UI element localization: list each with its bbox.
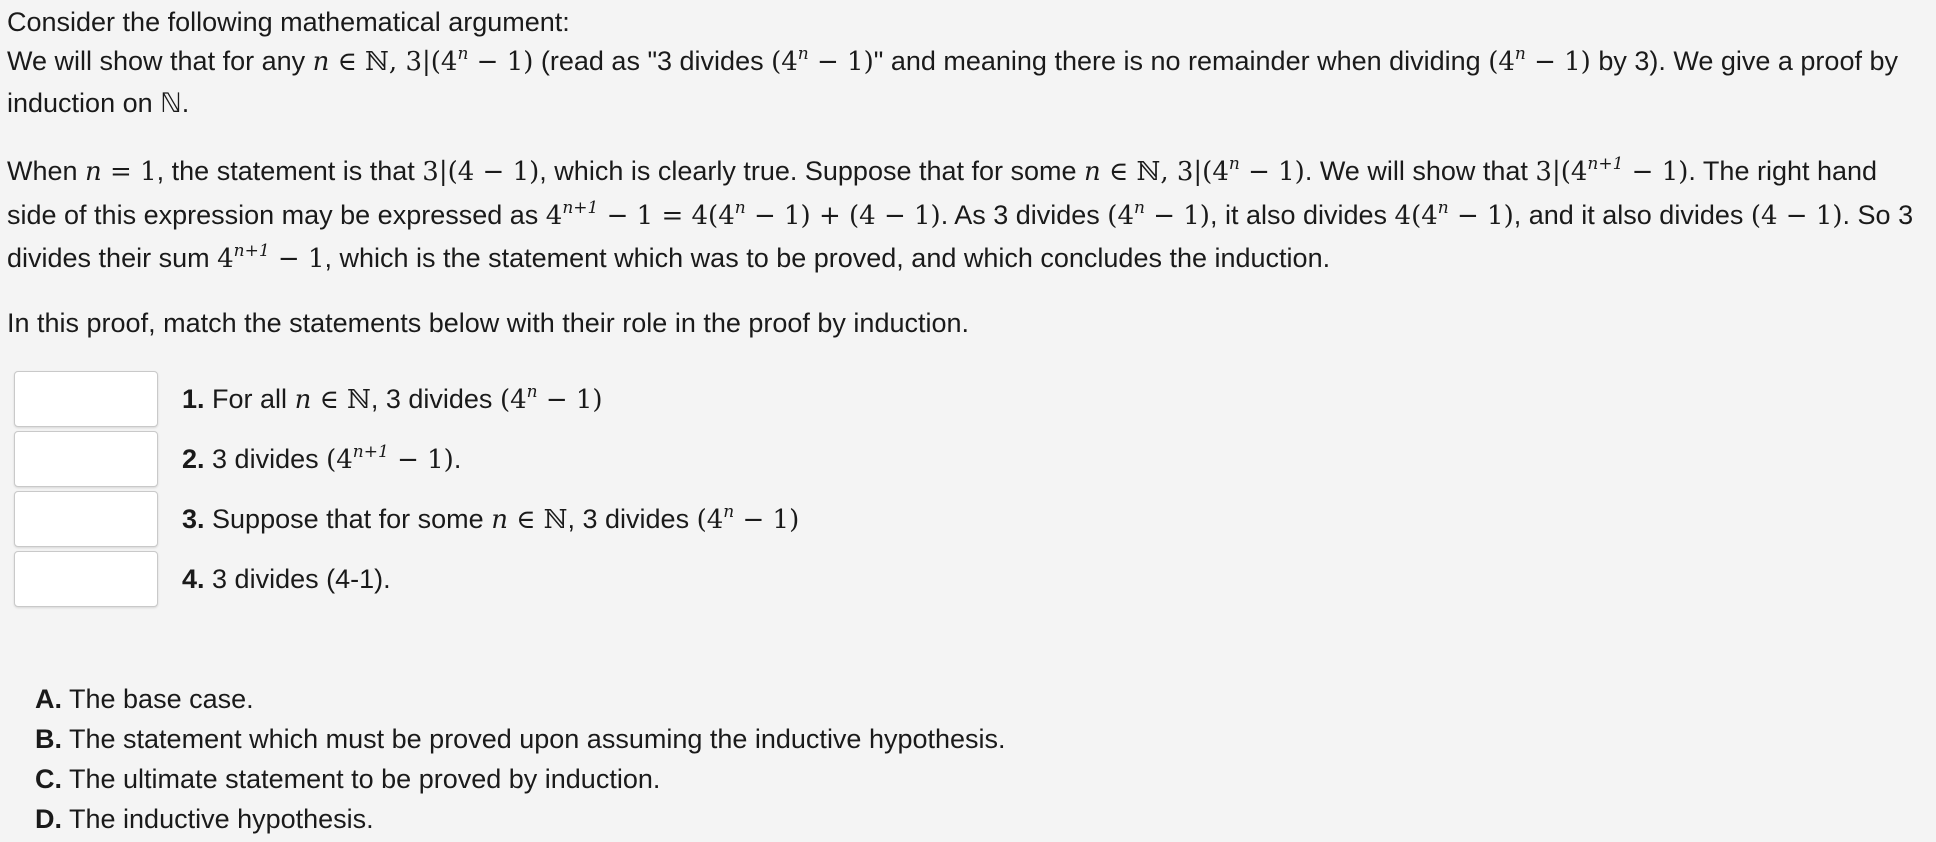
claim-text-4: by 3). We give a proof by induction on ℕ. — [7, 46, 1898, 118]
math-exponent: n — [1228, 154, 1240, 174]
claim-text-2: (read as "3 divides — [533, 46, 772, 76]
proof-text: . So 3 divides their sum — [7, 199, 1914, 273]
math-exponent: n+1 — [352, 442, 389, 462]
math-exponent: n — [1514, 44, 1526, 64]
answer-dropzone-3[interactable] — [14, 491, 158, 547]
statement-text: 3 divides (4-1). — [204, 564, 391, 594]
math-exponent: n — [526, 382, 538, 402]
statement-number: 4. — [182, 564, 205, 594]
math-expr: 4(4 — [1394, 200, 1438, 231]
answer-dropzone-1[interactable] — [14, 371, 158, 427]
claim-paragraph — [7, 41, 1932, 124]
math-var-n: n — [312, 47, 330, 77]
math-expr: − 1) — [1623, 157, 1689, 187]
math-expr: − 1) — [808, 47, 874, 77]
statement-3 — [182, 501, 799, 538]
math-expr: 3|(4 — [1535, 157, 1588, 187]
math-expr: − 1) — [1239, 157, 1305, 187]
statement-4 — [182, 561, 391, 597]
math-exponent: n+1 — [1587, 154, 1624, 174]
statement-text: Suppose that for some — [204, 504, 492, 534]
math-expr: − 1) — [1525, 47, 1591, 77]
statement-text: . — [453, 444, 462, 474]
math-exponent: n+1 — [233, 241, 270, 261]
math-exponent: n — [797, 44, 809, 64]
math-expr: ∈ ℕ — [311, 385, 371, 415]
math-var-n: n — [85, 157, 102, 187]
math-expr: (4 — [1488, 47, 1515, 77]
proof-text: , which is clearly true. Suppose that for some — [539, 156, 1085, 186]
math-var-n: n — [1084, 157, 1101, 187]
option-text: The inductive hypothesis. — [62, 804, 374, 834]
answer-dropzone-4[interactable] — [14, 551, 158, 607]
option-text: The statement which must be proved upon assuming the inductive hypothesis. — [62, 724, 1006, 754]
math-var-n: n — [491, 505, 508, 535]
math-expr: (4 — [499, 385, 527, 415]
math-expr: − 1) — [1144, 200, 1210, 231]
math-exponent: n+1 — [562, 197, 599, 218]
math-expr: (4 — [696, 505, 724, 535]
math-expr: (4 — [771, 47, 798, 77]
option-letter: C. — [35, 764, 62, 794]
option-d[interactable] — [35, 801, 374, 837]
statement-text: For all — [204, 384, 295, 414]
math-expr: − 1) — [388, 445, 454, 475]
proof-text: , and it also divides — [1513, 199, 1751, 230]
math-expr: − 1) — [537, 385, 603, 415]
math-exponent: n — [723, 502, 735, 522]
math-expr: = 1 — [101, 157, 157, 187]
claim-text-1: We will show that for any — [7, 46, 313, 76]
statement-text: , 3 divides — [567, 504, 697, 534]
statement-1 — [182, 381, 603, 418]
statement-text: , 3 divides — [370, 384, 500, 414]
proof-text: , the statement is that — [156, 156, 423, 186]
instruction-text: In this proof, match the statements below with their role in the proof by induction. — [7, 308, 970, 338]
math-exponent: n — [734, 197, 746, 218]
math-exponent: n — [1133, 197, 1145, 218]
proof-text: . As 3 divides — [940, 199, 1108, 230]
option-letter: D. — [35, 804, 62, 834]
math-exponent: n — [457, 44, 469, 64]
math-exponent: n — [1437, 197, 1449, 218]
statement-2 — [182, 441, 461, 478]
proof-paragraph — [7, 150, 1932, 281]
answer-dropzone-2[interactable] — [14, 431, 158, 487]
option-text: The base case. — [62, 684, 254, 714]
proof-text: . We will show that — [1304, 156, 1536, 186]
option-b[interactable] — [35, 721, 1006, 757]
intro-text: Consider the following mathematical argument: — [7, 7, 570, 37]
math-expr: − 1) — [468, 47, 534, 77]
math-expr: − 1) + (4 − 1) — [745, 200, 941, 231]
math-expr: − 1) — [1448, 200, 1514, 231]
option-letter: B. — [35, 724, 62, 754]
proof-text: , it also divides — [1209, 199, 1395, 230]
statement-text: 3 divides — [204, 444, 327, 474]
math-expr: 4 — [217, 244, 234, 274]
math-expr: − 1 — [269, 244, 325, 274]
statement-number: 2. — [182, 444, 205, 474]
math-expr: − 1) — [734, 505, 800, 535]
math-expr: ∈ ℕ, 3|(4 — [329, 47, 458, 77]
statement-number: 1. — [182, 384, 205, 414]
math-var-n: n — [294, 385, 312, 415]
math-expr: (4 − 1) — [1750, 200, 1843, 231]
proof-text: , which is the statement which was to be proved, and which concludes the induction. — [324, 243, 1331, 273]
math-expr: ∈ ℕ, 3|(4 — [1100, 157, 1229, 187]
proof-text: . The right hand side of this expression may be expressed as — [7, 156, 1878, 230]
option-c[interactable] — [35, 761, 660, 797]
math-expr: 3|(4 − 1) — [422, 157, 540, 187]
claim-text-3: " and meaning there is no remainder when dividing — [873, 46, 1489, 76]
proof-text: When — [7, 156, 86, 186]
option-a[interactable] — [35, 681, 254, 717]
math-expr: 4 — [545, 200, 563, 231]
math-expr: − 1 = 4(4 — [598, 200, 735, 231]
statement-number: 3. — [182, 504, 205, 534]
option-text: The ultimate statement to be proved by induction. — [62, 764, 661, 794]
math-expr: ∈ ℕ — [507, 505, 568, 535]
math-expr: (4 — [326, 445, 353, 475]
math-expr: (4 — [1107, 200, 1134, 231]
option-letter: A. — [35, 684, 62, 714]
